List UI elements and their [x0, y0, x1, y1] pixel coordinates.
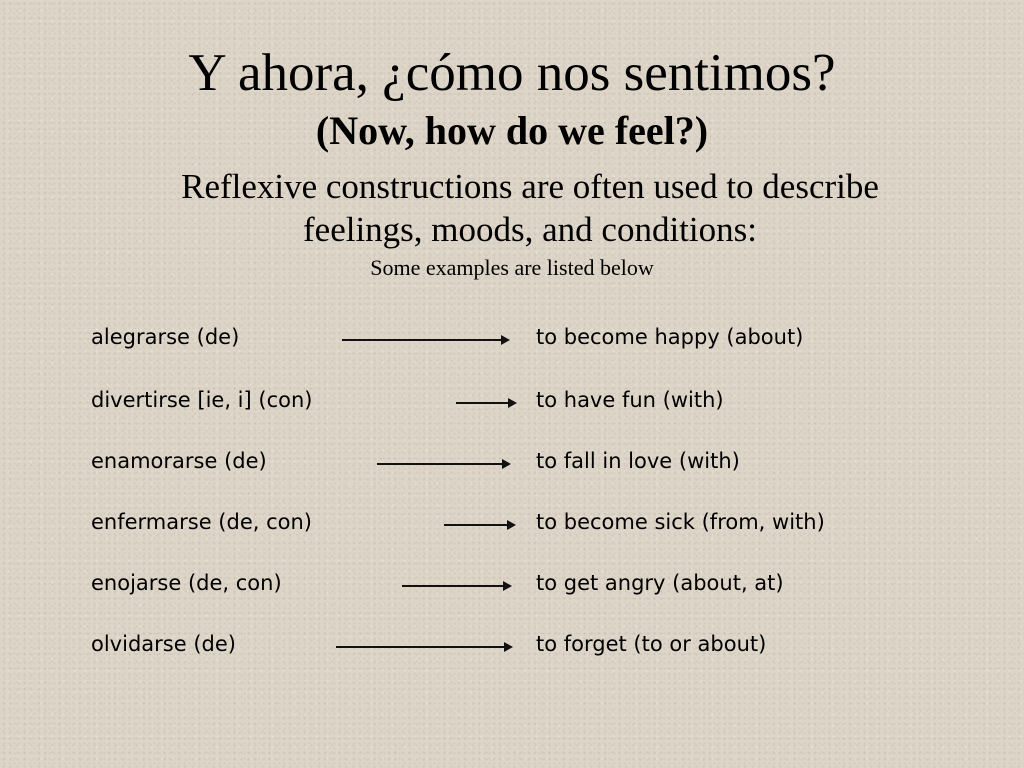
examples-note: Some examples are listed below	[370, 255, 654, 280]
vocab-term: enojarse (de, con)	[91, 571, 282, 595]
vocab-meaning: to become happy (about)	[536, 325, 804, 349]
vocab-meaning: to have fun (with)	[536, 388, 724, 412]
vocab-term: enfermarse (de, con)	[91, 510, 312, 534]
arrow-icon	[456, 402, 515, 404]
vocab-row	[0, 506, 1024, 538]
vocab-meaning: to fall in love (with)	[536, 449, 740, 473]
vocab-term: alegrarse (de)	[91, 325, 240, 349]
arrow-icon	[342, 339, 508, 341]
vocab-row	[0, 628, 1024, 660]
intro-line-2: feelings, moods, and conditions:	[303, 210, 757, 249]
vocab-meaning: to get angry (about, at)	[536, 571, 784, 595]
vocab-meaning: to forget (to or about)	[536, 632, 767, 656]
arrow-icon	[402, 585, 510, 587]
vocab-row	[0, 321, 1024, 353]
vocab-term: enamorarse (de)	[91, 449, 267, 473]
arrow-icon	[336, 646, 511, 648]
intro-line-1: Reflexive constructions are often used to describe	[181, 167, 879, 206]
vocab-term: olvidarse (de)	[91, 632, 236, 656]
slide-subtitle: (Now, how do we feel?)	[315, 108, 709, 153]
arrow-icon	[444, 524, 514, 526]
vocab-meaning: to become sick (from, with)	[536, 510, 825, 534]
vocab-row	[0, 567, 1024, 599]
vocab-row	[0, 384, 1024, 416]
arrow-icon	[377, 463, 509, 465]
vocab-row	[0, 445, 1024, 477]
vocab-term: divertirse [ie, i] (con)	[91, 388, 313, 412]
slide-title: Y ahora, ¿cómo nos sentimos?	[188, 44, 836, 102]
